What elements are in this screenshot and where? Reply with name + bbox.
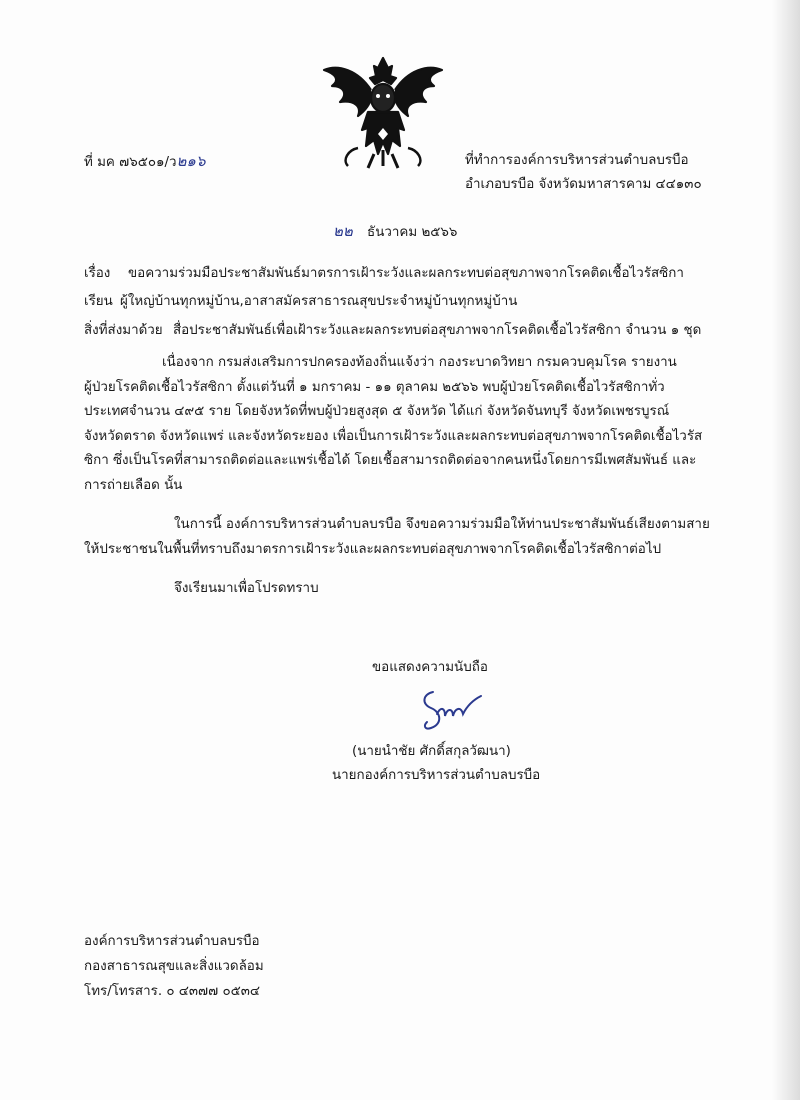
paragraph-line: ประเทศจำนวน ๔๙๕ ราย โดยจังหวัดที่พบผู้ป่วยสูงสุด ๕ จังหวัด ได้แก่ จังหวัดจันทบุรี จังหวัดเพชรบูรณ์ [84, 404, 670, 419]
recipient-text: ผู้ใหญ่บ้านทุกหมู่บ้าน,อาสาสมัครสาธารณสุขประจำหมู่บ้านทุกหมู่บ้าน [120, 294, 518, 309]
letter-date [333, 219, 457, 243]
reference-handwritten: ๒๑๖ [176, 152, 206, 170]
signer-name: (นายนำชัย ศักดิ์สกุลวัฒนา) [352, 744, 511, 759]
reference-prefix: ที่ มค ๗๖๕๐๑/ว [84, 155, 177, 170]
subject-line [84, 262, 684, 283]
page-edge-shadow [772, 0, 800, 1100]
paragraph-line: ให้ประชาชนในพื้นที่ทราบถึงมาตรการเฝ้าระวังและผลกระทบต่อสุขภาพจากโรคติดเชื้อไวรัสซิกาต่อไป [84, 541, 662, 557]
footer-org: องค์การบริหารส่วนตำบลบรบือ [84, 934, 260, 949]
footer-phone: โทร/โทรสาร. ๐ ๔๓๗๗ ๐๕๓๔ [84, 984, 261, 999]
closing-salutation: ขอแสดงความนับถือ [372, 660, 488, 675]
subject-text: ขอความร่วมมือประชาสัมพันธ์มาตรการเฝ้าระวังและผลกระทบต่อสุขภาพจากโรคติดเชื้อไวรัสซิกา [128, 266, 684, 281]
paragraph-line: ผู้ป่วยโรคติดเชื้อไวรัสซิกา ตั้งแต่วันที่ ๑ มกราคม - ๑๑ ตุลาคม ๒๕๖๖ พบผู้ป่วยโรคติดเชื้อไวรัสซิกาทั่ว [84, 379, 665, 395]
signer-title: นายกองค์การบริหารส่วนตำบลบรบือ [332, 768, 541, 783]
recipient-label: เรียน [84, 294, 113, 309]
subject-label: เรื่อง [84, 266, 111, 281]
body-paragraph-1 [84, 351, 714, 498]
enclosure-line [84, 319, 701, 340]
paragraph-line: จังหวัดตราด จังหวัดแพร่ และจังหวัดระยอง เพื่อเป็นการเฝ้าระวังและผลกระทบต่อสุขภาพจากโรคติดเชื้อไวรัส [84, 428, 703, 444]
paragraph-line: เนื่องจาก กรมส่งเสริมการปกครองท้องถิ่นแจ้งว่า กองระบาดวิทยา กรมควบคุมโรค รายงาน [162, 355, 677, 370]
recipient-line [84, 290, 518, 311]
body-paragraph-3: จึงเรียนมาเพื่อโปรดทราบ [174, 581, 319, 596]
office-address-line1: ที่ทำการองค์การบริหารส่วนตำบลบรบือ [465, 153, 689, 168]
enclosure-label: สิ่งที่ส่งมาด้วย [84, 323, 163, 338]
body-paragraph-2 [84, 513, 714, 562]
handwritten-signature-icon [415, 680, 495, 740]
footer-division: กองสาธารณสุขและสิ่งแวดล้อม [84, 959, 264, 974]
date-day-handwritten: ๒๒ [333, 222, 353, 240]
date-month-year: ธันวาคม ๒๕๖๖ [367, 225, 458, 240]
reference-number [84, 149, 205, 173]
office-address-line2: อำเภอบรบือ จังหวัดมหาสารคาม ๔๔๑๓๐ [465, 177, 702, 192]
paragraph-line: ซิกา ซึ่งเป็นโรคที่สามารถติดต่อและแพร่เชื้อได้ โดยเชื้อสามารถติดต่อจากคนหนึ่งโดยการมีเพศสัมพันธ์ และ [84, 453, 697, 468]
enclosure-text: สื่อประชาสัมพันธ์เพื่อเฝ้าระวังและผลกระทบต่อสุขภาพจากโรคติดเชื้อไวรัสซิกา จำนวน ๑ ชุด [172, 323, 702, 338]
paragraph-line: ในการนี้ องค์การบริหารส่วนตำบลบรบือ จึงขอความร่วมมือให้ท่านประชาสัมพันธ์เสียงตามสาย [174, 517, 710, 532]
garuda-emblem-icon [318, 50, 448, 172]
paragraph-line: การถ่ายเลือด นั้น [84, 477, 183, 493]
